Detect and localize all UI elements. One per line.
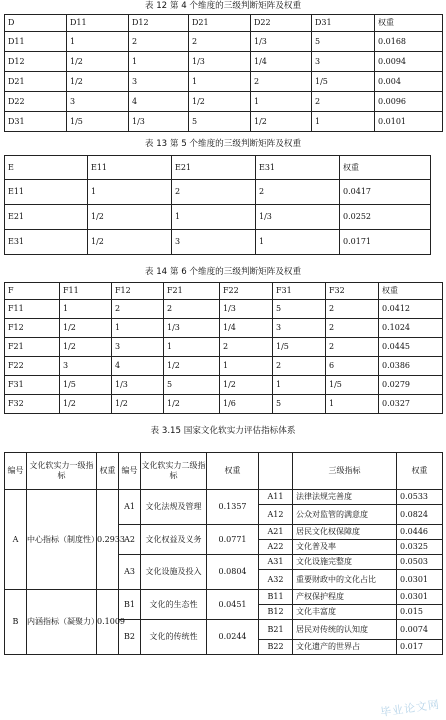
table-cell: 1/3 xyxy=(112,376,164,395)
sub-name: 文化的传统性 xyxy=(141,620,207,655)
table-12-caption: 表 12 第 4 个维度的三级判断矩阵及权重 xyxy=(144,1,302,11)
table-cell: 2 xyxy=(326,319,379,338)
table-cell: 0.0386 xyxy=(379,357,443,376)
table-cell: 1/2 xyxy=(60,319,112,338)
header-cell: 文化软实力二级指标 xyxy=(141,453,207,490)
sub-name: 文化的生态性 xyxy=(141,590,207,620)
table-cell: 1/3 xyxy=(256,205,340,230)
table-row xyxy=(5,92,443,112)
table-cell: 1/2 xyxy=(67,52,129,72)
table-14 xyxy=(4,282,443,414)
table-315-caption: 表 3.15 国家文化软实力评估指标体系 xyxy=(150,426,296,436)
table-cell: 1 xyxy=(256,230,340,255)
table-cell: 5 xyxy=(312,32,375,52)
item-name: 公众对监管的满意度 xyxy=(293,505,397,525)
sub-weight: 0.1357 xyxy=(207,490,259,525)
table-cell: D21 xyxy=(5,72,67,92)
table-cell: 2 xyxy=(251,72,312,92)
item-name: 文化设施完整度 xyxy=(293,555,397,570)
table-cell: 3 xyxy=(273,319,326,338)
item-name: 居民对传统的认知度 xyxy=(293,620,397,640)
table-cell: 5 xyxy=(273,395,326,414)
table-cell: 1/2 xyxy=(88,230,172,255)
item-weight: 0.0533 xyxy=(397,490,443,505)
table-cell: 1 xyxy=(326,395,379,414)
table-cell: 1/2 xyxy=(251,112,312,132)
header-cell: D22 xyxy=(251,15,312,32)
item-weight: 0.0301 xyxy=(397,590,443,605)
sub-code: A1 xyxy=(119,490,141,525)
header-cell: E21 xyxy=(172,156,256,180)
item-weight: 0.0503 xyxy=(397,555,443,570)
table-cell: 1/2 xyxy=(67,72,129,92)
sub-name: 文化设施及投入 xyxy=(141,555,207,590)
table-cell: 1/2 xyxy=(88,205,172,230)
table-cell: 0.0168 xyxy=(375,32,443,52)
table-cell: 3 xyxy=(172,230,256,255)
item-weight: 0.0074 xyxy=(397,620,443,640)
table-row xyxy=(5,319,443,338)
table-cell: 3 xyxy=(67,92,129,112)
header-cell: F xyxy=(5,283,60,300)
table-header-row xyxy=(5,15,443,32)
table-row xyxy=(5,112,443,132)
table-cell: F11 xyxy=(5,300,60,319)
table-cell: F22 xyxy=(5,357,60,376)
table-cell: 3 xyxy=(60,357,112,376)
header-cell: F31 xyxy=(273,283,326,300)
table-cell: 1 xyxy=(60,300,112,319)
header-cell: F11 xyxy=(60,283,112,300)
table-cell: 1/2 xyxy=(60,395,112,414)
table-cell: 1 xyxy=(172,205,256,230)
item-name: 居民文化权保障度 xyxy=(293,525,397,540)
item-weight: 0.0824 xyxy=(397,505,443,525)
table-cell: 1/6 xyxy=(220,395,273,414)
item-code: A31 xyxy=(259,555,293,570)
table-13 xyxy=(4,155,431,255)
header-cell: D12 xyxy=(129,15,189,32)
header-cell xyxy=(259,453,293,490)
table-cell: 0.0279 xyxy=(379,376,443,395)
table-cell: 1/4 xyxy=(251,52,312,72)
group-code: B xyxy=(5,590,27,655)
table-cell: 0.0171 xyxy=(340,230,431,255)
header-cell: 文化软实力一级指标 xyxy=(27,453,97,490)
table-cell: 1/5 xyxy=(312,72,375,92)
item-code: A22 xyxy=(259,540,293,555)
table-cell: 0.0101 xyxy=(375,112,443,132)
sub-code: A2 xyxy=(119,525,141,555)
table-cell: 5 xyxy=(273,300,326,319)
item-weight: 0.017 xyxy=(397,640,443,655)
sub-code: B2 xyxy=(119,620,141,655)
table-cell: 1/3 xyxy=(129,112,189,132)
item-name: 文化遗产的世界占 xyxy=(293,640,397,655)
table-cell: 1/2 xyxy=(164,395,220,414)
table-cell: 1/2 xyxy=(112,395,164,414)
table-row xyxy=(5,395,443,414)
header-cell: 权重 xyxy=(207,453,259,490)
table-cell: 0.0094 xyxy=(375,52,443,72)
table-cell: D31 xyxy=(5,112,67,132)
item-code: A12 xyxy=(259,505,293,525)
table-13-caption: 表 13 第 5 个维度的三级判断矩阵及权重 xyxy=(144,139,302,149)
table-cell: 0.1024 xyxy=(379,319,443,338)
table-row xyxy=(5,590,443,605)
header-cell: E31 xyxy=(256,156,340,180)
table-cell: 1 xyxy=(112,319,164,338)
item-name: 文化普及率 xyxy=(293,540,397,555)
table-cell: 0.0327 xyxy=(379,395,443,414)
table-cell: D22 xyxy=(5,92,67,112)
table-12 xyxy=(4,14,443,132)
item-name: 文化丰富度 xyxy=(293,605,397,620)
table-cell: 6 xyxy=(326,357,379,376)
table-cell: F12 xyxy=(5,319,60,338)
item-name: 产权保护程度 xyxy=(293,590,397,605)
table-cell: 2 xyxy=(189,32,251,52)
header-cell: F21 xyxy=(164,283,220,300)
table-row xyxy=(5,300,443,319)
table-cell: 1/5 xyxy=(273,338,326,357)
table-cell: 2 xyxy=(172,180,256,205)
table-cell: 2 xyxy=(164,300,220,319)
table-cell: 1/3 xyxy=(251,32,312,52)
table-cell: 1/4 xyxy=(220,319,273,338)
table-row xyxy=(5,180,431,205)
table-cell: 1 xyxy=(88,180,172,205)
table-cell: 1 xyxy=(164,338,220,357)
item-code: B21 xyxy=(259,620,293,640)
header-cell: 三级指标 xyxy=(293,453,397,490)
table-row xyxy=(5,52,443,72)
table-cell: 2 xyxy=(256,180,340,205)
table-cell: 0.0445 xyxy=(379,338,443,357)
table-row xyxy=(5,72,443,92)
item-code: A32 xyxy=(259,570,293,590)
header-cell: F32 xyxy=(326,283,379,300)
sub-weight: 0.0244 xyxy=(207,620,259,655)
header-cell: E xyxy=(5,156,88,180)
header-cell: 权重 xyxy=(375,15,443,32)
table-cell: 1 xyxy=(129,52,189,72)
table-cell: 1 xyxy=(67,32,129,52)
table-cell: 2 xyxy=(326,300,379,319)
header-cell: 权重 xyxy=(379,283,443,300)
item-weight: 0.0446 xyxy=(397,525,443,540)
item-code: B12 xyxy=(259,605,293,620)
table-cell: 1/2 xyxy=(189,92,251,112)
item-code: B22 xyxy=(259,640,293,655)
sub-weight: 0.0771 xyxy=(207,525,259,555)
header-cell: 编号 xyxy=(119,453,141,490)
table-cell: 0.0417 xyxy=(340,180,431,205)
item-weight: 0.0301 xyxy=(397,570,443,590)
table-315 xyxy=(4,452,443,655)
item-code: A21 xyxy=(259,525,293,540)
table-cell: D12 xyxy=(5,52,67,72)
table-cell: 1/5 xyxy=(326,376,379,395)
group-weight: 0.1009 xyxy=(97,590,119,655)
table-cell: 3 xyxy=(112,338,164,357)
header-cell: D21 xyxy=(189,15,251,32)
sub-weight: 0.0804 xyxy=(207,555,259,590)
table-cell: 2 xyxy=(220,338,273,357)
header-cell: E11 xyxy=(88,156,172,180)
item-weight: 0.015 xyxy=(397,605,443,620)
table-cell: 1/2 xyxy=(60,338,112,357)
sub-code: B1 xyxy=(119,590,141,620)
sub-name: 文化权益及义务 xyxy=(141,525,207,555)
table-cell: D11 xyxy=(5,32,67,52)
table-cell: 2 xyxy=(129,32,189,52)
item-name: 法律法规完善度 xyxy=(293,490,397,505)
table-row xyxy=(5,205,431,230)
table-cell: 2 xyxy=(312,92,375,112)
table-cell: F21 xyxy=(5,338,60,357)
table-cell: 0.004 xyxy=(375,72,443,92)
table-cell: 5 xyxy=(164,376,220,395)
sub-weight: 0.0451 xyxy=(207,590,259,620)
table-row xyxy=(5,230,431,255)
group-weight: 0.2933 xyxy=(97,490,119,590)
table-cell: 1 xyxy=(251,92,312,112)
table-cell: 5 xyxy=(189,112,251,132)
header-cell: D11 xyxy=(67,15,129,32)
header-cell: F22 xyxy=(220,283,273,300)
table-cell: 1 xyxy=(189,72,251,92)
table-cell: E21 xyxy=(5,205,88,230)
table-cell: 4 xyxy=(129,92,189,112)
table-header-row xyxy=(5,156,431,180)
table-cell: 0.0412 xyxy=(379,300,443,319)
table-cell: 0.0096 xyxy=(375,92,443,112)
table-cell: 4 xyxy=(112,357,164,376)
table-cell: 3 xyxy=(312,52,375,72)
group-name: 中心指标（制度性） xyxy=(27,490,97,590)
table-cell: 1/5 xyxy=(67,112,129,132)
table-row xyxy=(5,357,443,376)
header-cell: D xyxy=(5,15,67,32)
item-code: A11 xyxy=(259,490,293,505)
item-weight: 0.0325 xyxy=(397,540,443,555)
table-cell: 1 xyxy=(220,357,273,376)
table-cell: E31 xyxy=(5,230,88,255)
sub-name: 文化法规及管理 xyxy=(141,490,207,525)
table-cell: 1 xyxy=(312,112,375,132)
item-code: B11 xyxy=(259,590,293,605)
sub-code: A3 xyxy=(119,555,141,590)
table-cell: 1/2 xyxy=(164,357,220,376)
table-cell: 1/3 xyxy=(220,300,273,319)
header-cell: D31 xyxy=(312,15,375,32)
table-cell: 2 xyxy=(326,338,379,357)
table-cell: F31 xyxy=(5,376,60,395)
item-name: 重要财政中的文化占比 xyxy=(293,570,397,590)
header-cell: F12 xyxy=(112,283,164,300)
table-row xyxy=(5,376,443,395)
table-cell: 3 xyxy=(129,72,189,92)
table-cell: F32 xyxy=(5,395,60,414)
table-cell: 1/3 xyxy=(164,319,220,338)
watermark: 毕业论文网 xyxy=(379,697,441,720)
header-cell: 权重 xyxy=(340,156,431,180)
table-cell: 1/3 xyxy=(189,52,251,72)
table-row xyxy=(5,338,443,357)
table-header-row xyxy=(5,453,443,490)
table-cell: 1 xyxy=(273,376,326,395)
table-cell: 1/5 xyxy=(60,376,112,395)
table-header-row xyxy=(5,283,443,300)
table-cell: 2 xyxy=(112,300,164,319)
table-cell: 1/2 xyxy=(220,376,273,395)
group-code: A xyxy=(5,490,27,590)
header-cell: 编号 xyxy=(5,453,27,490)
header-cell: 权重 xyxy=(97,453,119,490)
header-cell: 权重 xyxy=(397,453,443,490)
table-row xyxy=(5,32,443,52)
table-cell: 0.0252 xyxy=(340,205,431,230)
table-cell: 2 xyxy=(273,357,326,376)
table-row xyxy=(5,490,443,505)
table-14-caption: 表 14 第 6 个维度的三级判断矩阵及权重 xyxy=(144,267,302,277)
group-name: 内涵指标（凝聚力） xyxy=(27,590,97,655)
table-cell: E11 xyxy=(5,180,88,205)
